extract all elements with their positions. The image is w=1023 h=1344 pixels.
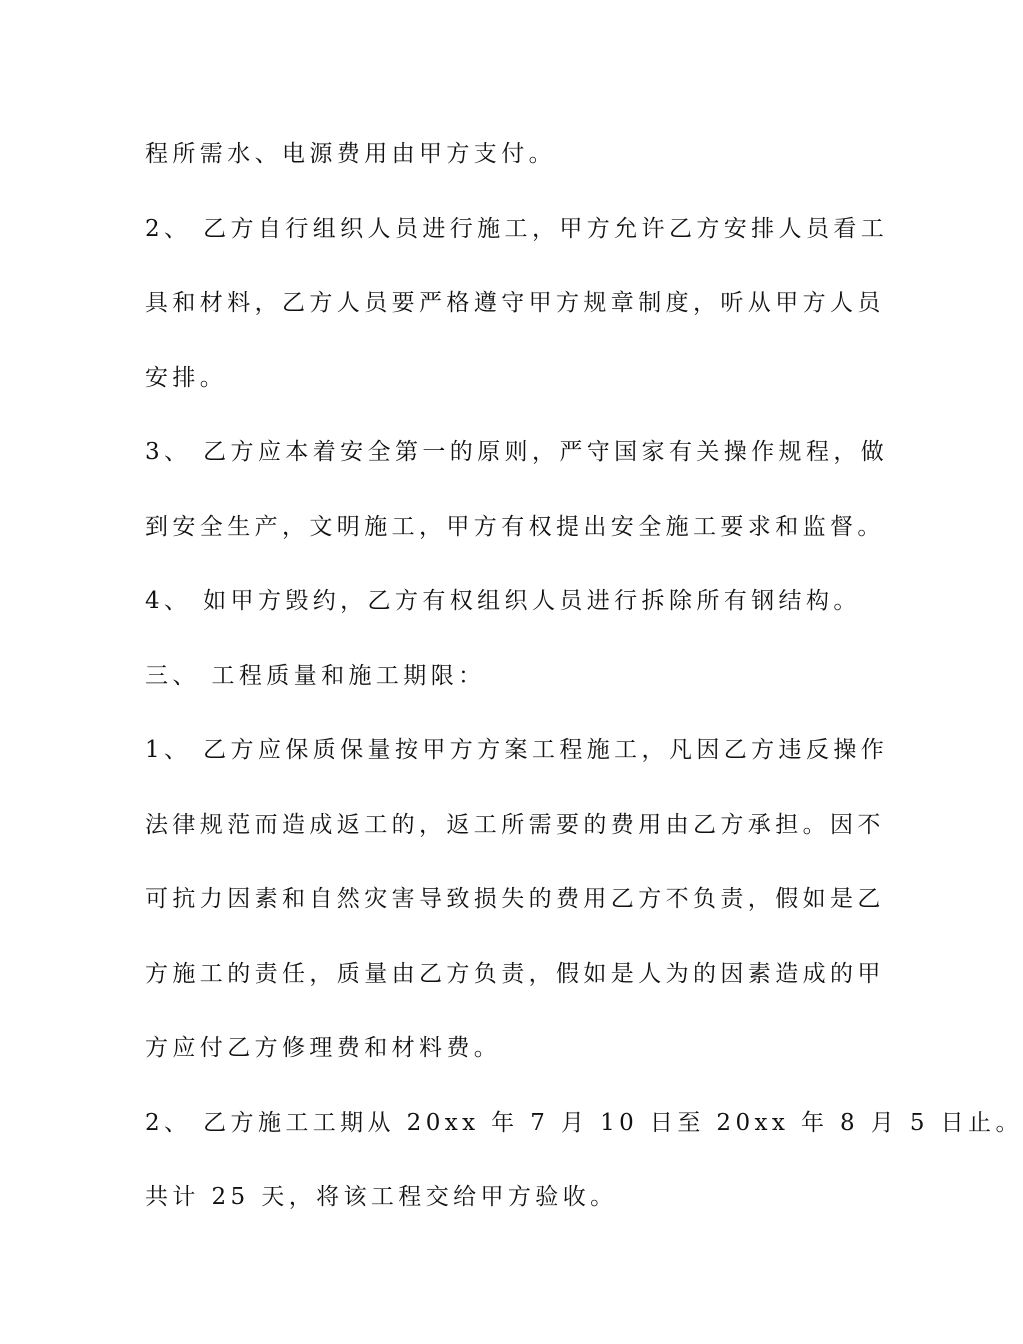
text-line: 法律规范而造成返工的，返工所需要的费用由乙方承担。因不 <box>145 811 885 838</box>
text-line: 2、 乙方施工工期从 20xx 年 7 月 10 日至 20xx 年 8 月 5 日止。 <box>145 1109 1023 1136</box>
text-line: 方施工的责任，质量由乙方负责，假如是人为的因素造成的甲 <box>145 960 885 987</box>
text-line: 具和材料，乙方人员要严格遵守甲方规章制度，听从甲方人员 <box>145 290 885 316</box>
text-line: 安排。 <box>145 364 228 391</box>
text-line: 到安全生产，文明施工，甲方有权提出安全施工要求和监督。 <box>145 513 885 540</box>
text-line: 2、 乙方自行组织人员进行施工，甲方允许乙方安排人员看工 <box>145 215 889 242</box>
text-line: 方应付乙方修理费和材料费。 <box>145 1035 502 1061</box>
text-line: 程所需水、电源费用由甲方支付。 <box>145 141 556 167</box>
document-body <box>145 124 1023 1242</box>
section-heading: 三、 工程质量和施工期限： <box>145 662 486 689</box>
text-line: 共计 25 天，将该工程交给甲方验收。 <box>145 1184 618 1210</box>
text-line: 可抗力因素和自然灾害导致损失的费用乙方不负责，假如是乙 <box>145 886 885 912</box>
text-line: 3、 乙方应本着安全第一的原则，严守国家有关操作规程，做 <box>145 439 889 465</box>
text-line: 1、 乙方应保质保量按甲方方案工程施工，凡因乙方违反操作 <box>145 737 889 763</box>
text-line: 4、 如甲方毁约，乙方有权组织人员进行拆除所有钢结构。 <box>145 588 861 614</box>
